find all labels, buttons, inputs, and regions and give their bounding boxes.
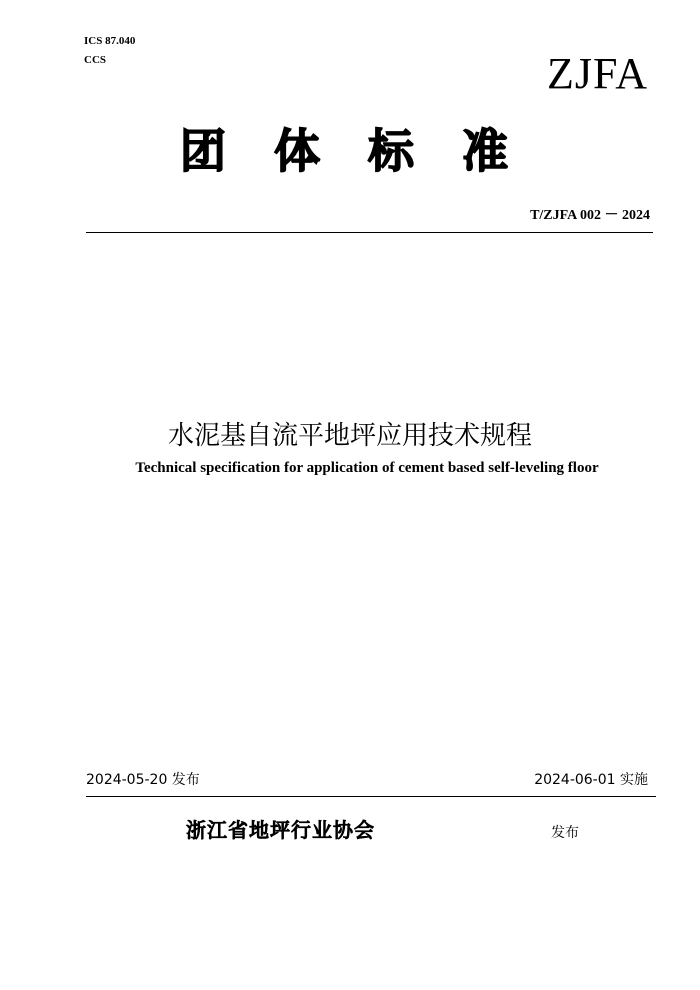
issue-label: 发布 <box>551 825 579 841</box>
brand-logo-text: ZJFA <box>547 49 648 98</box>
ccs-code: CCS <box>84 54 107 66</box>
top-divider <box>86 232 653 233</box>
implementation-date: 2024-06-01 实施 <box>534 772 648 788</box>
document-title-chinese: 水泥基自流平地坪应用技术规程 <box>167 421 532 451</box>
publish-date: 2024-05-20 发布 <box>86 772 200 788</box>
ics-code: ICS 87.040 <box>84 35 136 47</box>
document-title-english: Technical specification for application of cement based self-leveling floor <box>135 460 599 476</box>
standard-number: T/ZJFA 002 － 2024 <box>530 208 650 223</box>
bottom-divider <box>86 796 656 797</box>
issuing-organization: 浙江省地坪行业协会 <box>186 818 375 842</box>
standard-category-title: 团体标准 <box>180 124 556 178</box>
